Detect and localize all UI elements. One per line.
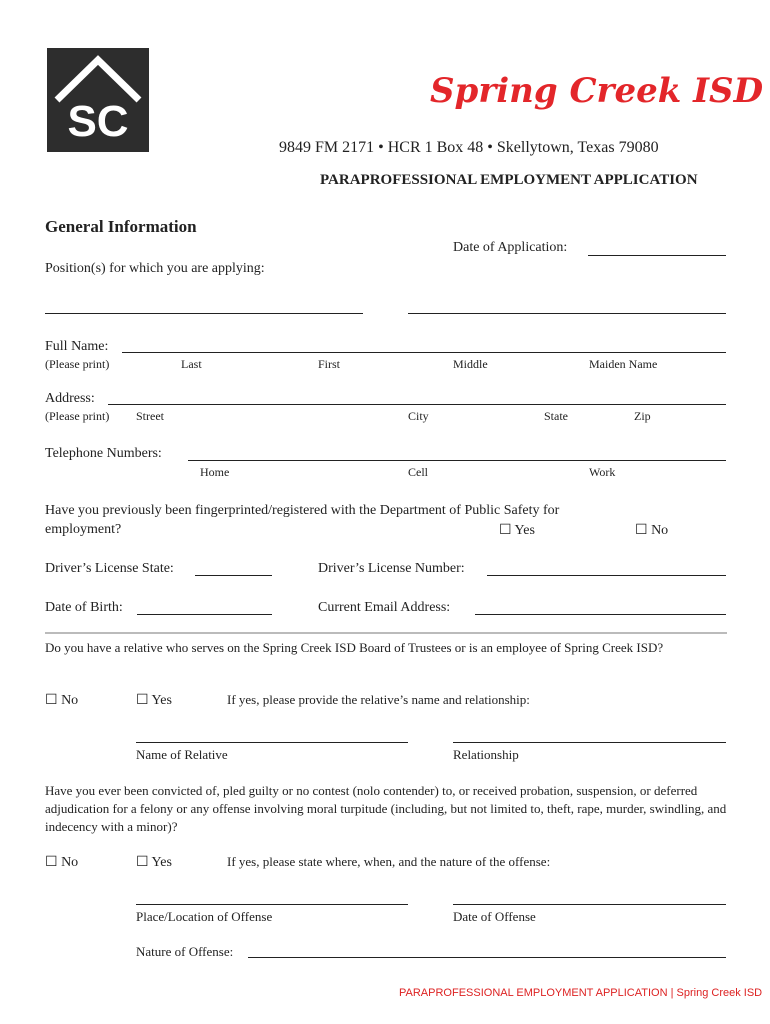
house-logo-icon [47,48,149,152]
nature-of-offense-label: Nature of Offense: [136,944,234,959]
date-of-offense-label: Date of Offense [453,909,536,924]
conviction-question: Have you ever been convicted of, pled guilty or no contest (nolo contender) to, or received probation, suspension, or deferred adjudication for a felony or any offense involving moral turpitude (including, but not limited to, theft, rape, murder, swindling, and indecency with a minor)? [45,783,727,834]
checkbox-icon[interactable]: ☐ [45,855,58,870]
checkbox-icon[interactable]: ☐ [635,523,648,538]
addr-street-label: Street [136,409,164,423]
name-last-label: Last [181,357,202,371]
dps-question-line2: employment? [45,522,122,537]
dps-no-label: No [651,523,669,538]
relationship-label: Relationship [453,747,519,762]
place-of-offense-field[interactable] [136,904,408,905]
svg-text:SC: SC [67,97,129,146]
name-first-label: First [318,357,341,371]
brand-wordmark [428,62,764,122]
conviction-yes-option[interactable] [136,854,172,871]
relative-no-label: No [61,693,79,708]
section-divider [45,632,727,634]
checkbox-icon[interactable]: ☐ [45,693,58,708]
dps-yes-label: Yes [514,523,535,538]
date-of-application-label: Date of Application: [453,240,568,255]
page-footer: PARAPROFESSIONAL EMPLOYMENT APPLICATION | Spring Creek ISD [399,987,763,999]
section-title: General Information [45,217,197,236]
full-name-label: Full Name: [45,339,109,354]
conviction-if-yes: If yes, please state where, when, and the nature of the offense: [227,854,551,869]
conviction-no-label: No [61,855,79,870]
name-maiden-label: Maiden Name [589,357,658,371]
relative-if-yes: If yes, please provide the relative’s name and relationship: [227,692,530,707]
dps-yes-option[interactable] [499,522,535,539]
relative-yes-label: Yes [151,693,172,708]
tel-work-label: Work [589,465,616,479]
addr-city-label: City [408,409,429,423]
tel-home-label: Home [200,465,230,479]
dl-state-field[interactable] [195,575,272,576]
dl-number-label: Driver’s License Number: [318,561,465,576]
conviction-yes-label: Yes [151,855,172,870]
position-field-2[interactable] [408,313,726,314]
dob-field[interactable] [137,614,272,615]
addr-state-label: State [544,409,568,423]
dps-no-option[interactable] [635,522,668,539]
email-label: Current Email Address: [318,600,451,615]
please-print-note: (Please print) [45,409,110,423]
relationship-field[interactable] [453,742,726,743]
position-field-1[interactable] [45,313,363,314]
place-of-offense-label: Place/Location of Offense [136,909,273,924]
dob-label: Date of Birth: [45,600,123,615]
date-of-application-field[interactable] [588,255,726,256]
address-label: Address: [45,391,95,406]
checkbox-icon[interactable]: ☐ [499,523,512,538]
telephone-label: Telephone Numbers: [45,446,162,461]
school-logo [47,48,149,152]
nature-of-offense-field[interactable] [248,957,726,958]
relative-name-field[interactable] [136,742,408,743]
dl-state-label: Driver’s License State: [45,561,174,576]
svg-text:Spring Creek ISD: Spring Creek ISD [430,71,764,111]
telephone-field[interactable] [188,460,726,461]
relative-yes-option[interactable] [136,692,172,709]
tel-cell-label: Cell [408,465,428,479]
checkbox-icon[interactable]: ☐ [136,693,149,708]
name-middle-label: Middle [453,357,488,371]
dps-question-line1: Have you previously been fingerprinted/registered with the Department of Public Safety for [45,503,560,518]
dl-number-field[interactable] [487,575,726,576]
please-print-note: (Please print) [45,357,110,371]
email-field[interactable] [475,614,726,615]
positions-label: Position(s) for which you are applying: [45,261,265,276]
address-line: 9849 FM 2171 • HCR 1 Box 48 • Skellytown, Texas 79080 [279,139,659,156]
checkbox-icon[interactable]: ☐ [136,855,149,870]
full-name-field[interactable] [122,352,726,353]
relative-no-option[interactable] [45,692,78,709]
conviction-no-option[interactable] [45,854,78,871]
relative-question: Do you have a relative who serves on the Spring Creek ISD Board of Trustees or is an employee of Spring Creek ISD? [45,640,664,655]
form-title: PARAPROFESSIONAL EMPLOYMENT APPLICATION [320,172,698,188]
address-field[interactable] [108,404,726,405]
addr-zip-label: Zip [634,409,651,423]
name-of-relative-label: Name of Relative [136,747,228,762]
date-of-offense-field[interactable] [453,904,726,905]
